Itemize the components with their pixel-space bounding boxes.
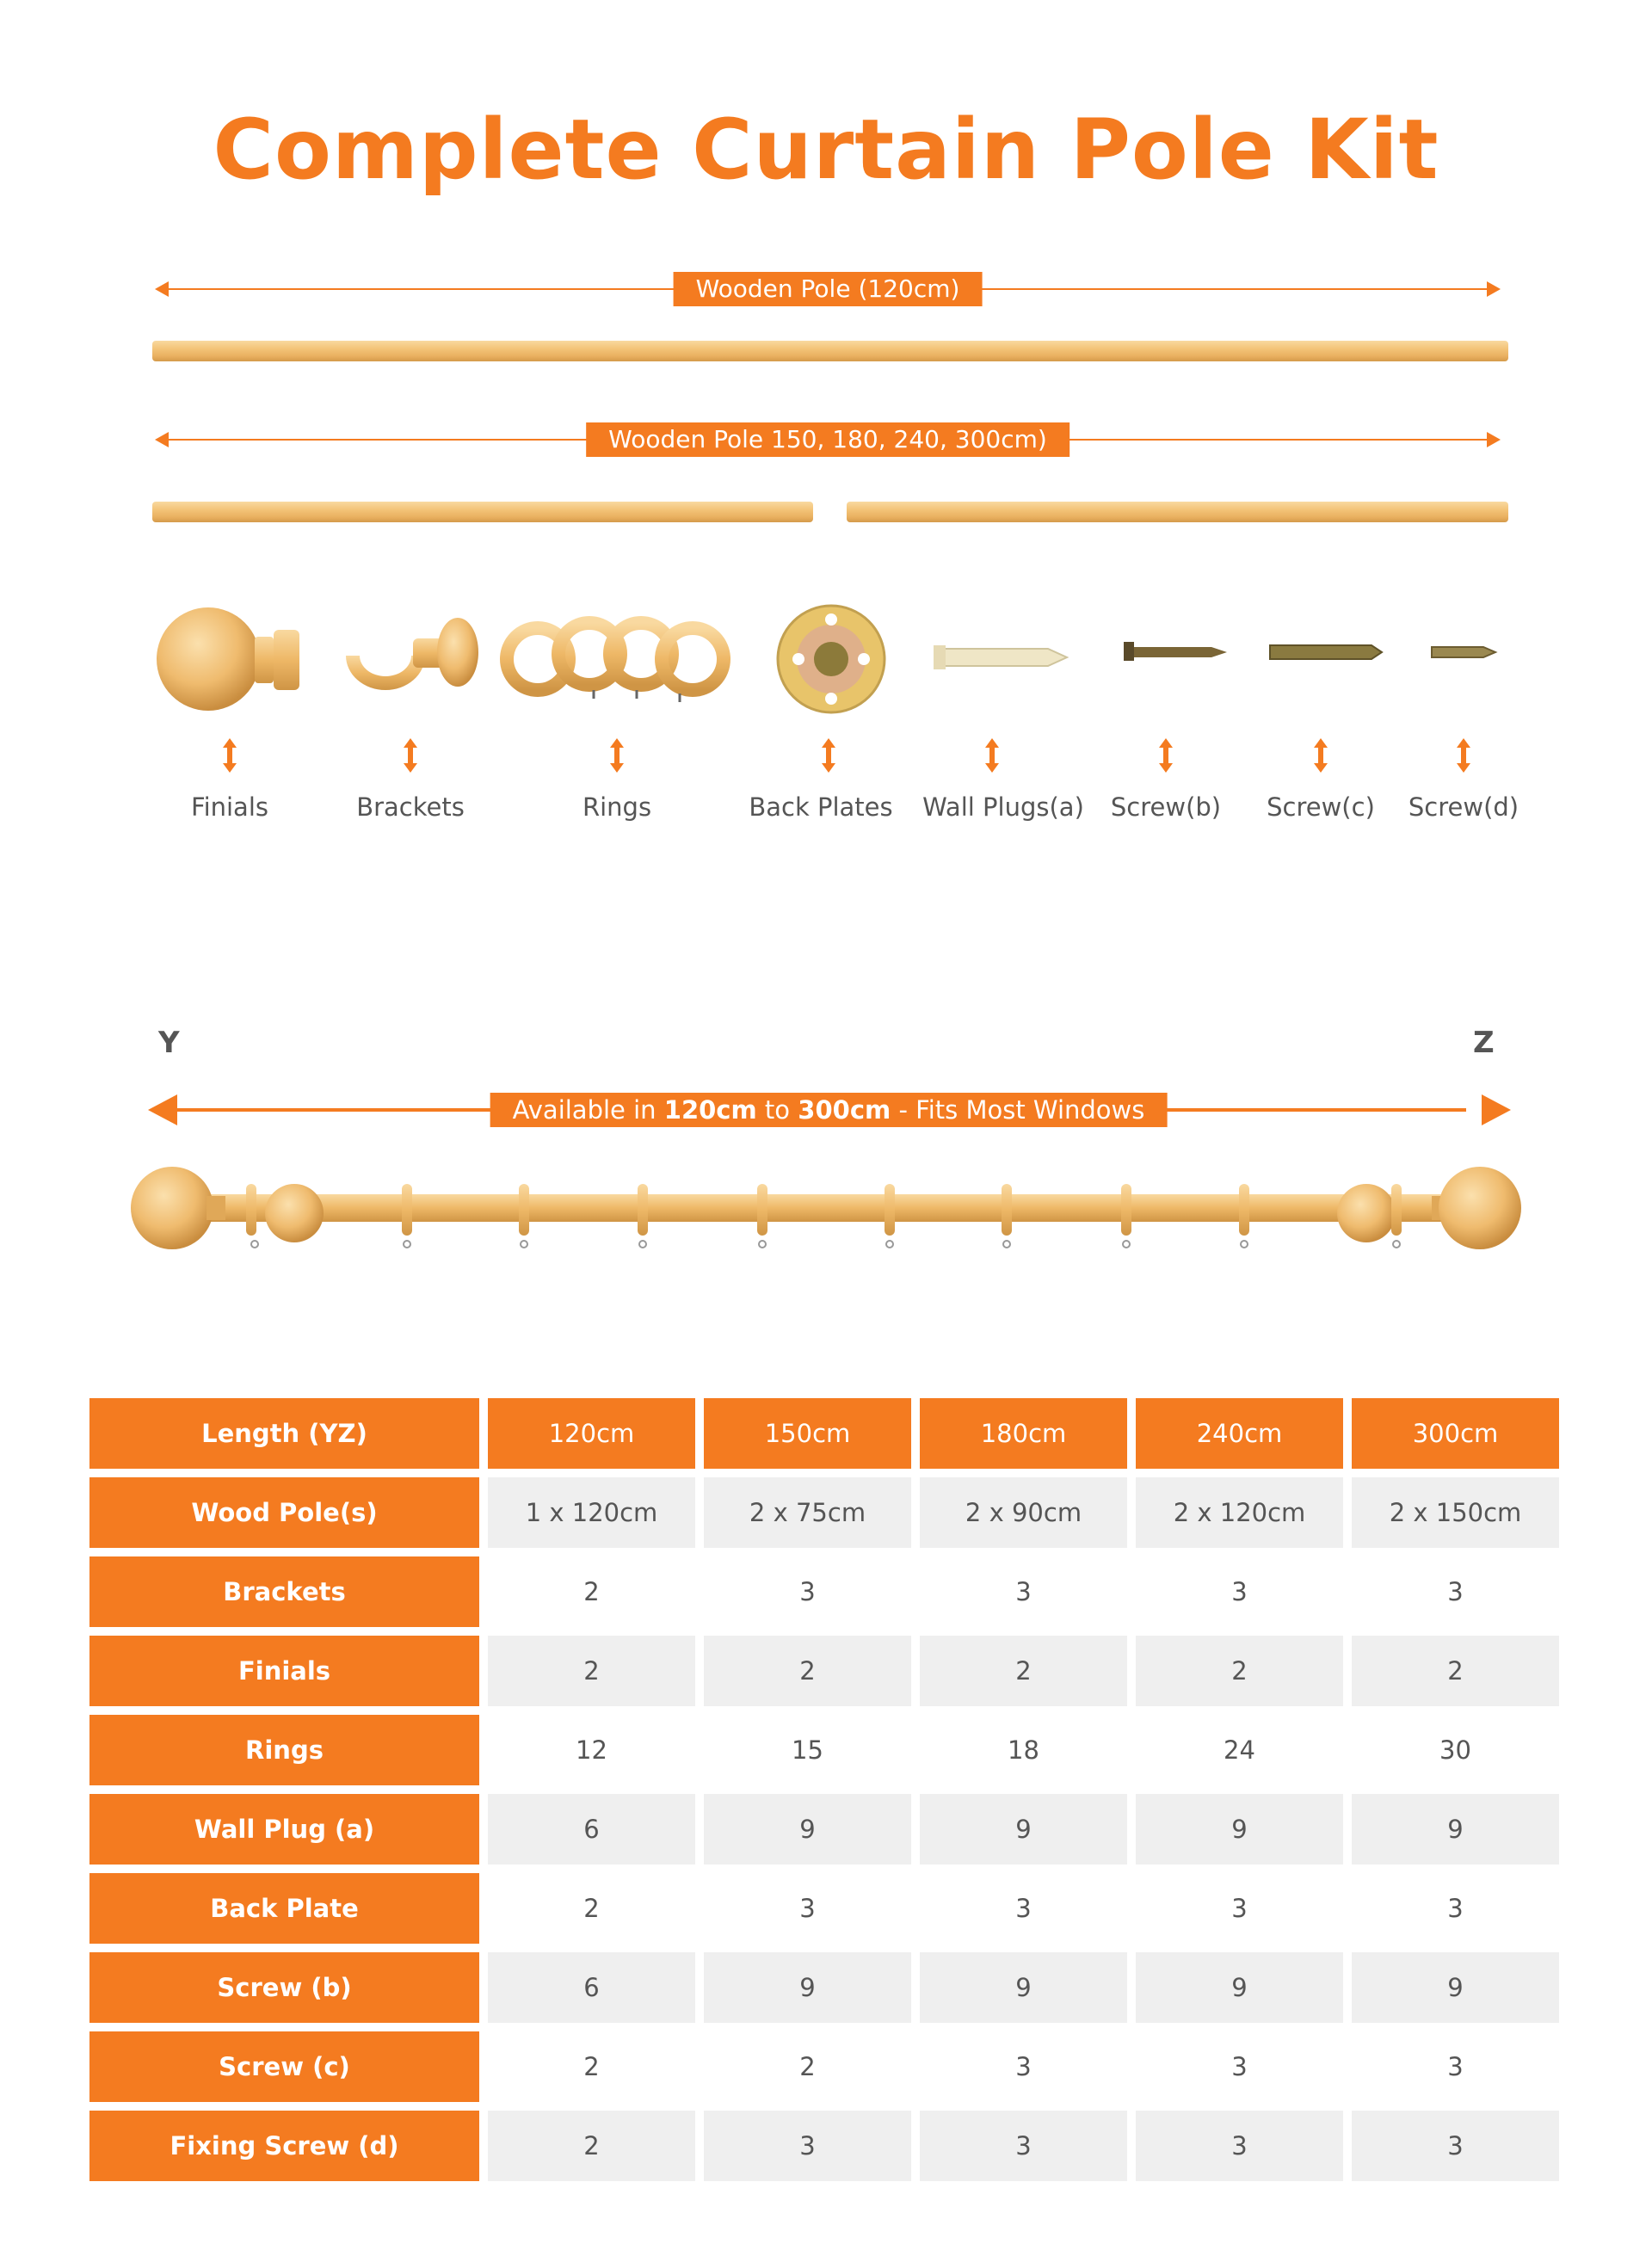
screw-b-icon	[1124, 642, 1227, 661]
row-header: Fixing Screw (d)	[89, 2111, 479, 2181]
part-label-screw-d: Screw(d)	[1408, 792, 1519, 822]
table-row	[89, 1636, 1559, 1706]
table-cell: 3	[920, 2031, 1127, 2102]
table-cell: 9	[1352, 1952, 1559, 2023]
column-header: 180cm	[920, 1398, 1127, 1469]
row-header: Back Plate	[89, 1873, 479, 1944]
table-cell: 3	[1352, 1556, 1559, 1627]
table-cell: 9	[1136, 1952, 1343, 2023]
back-plate-icon	[778, 606, 885, 712]
screw-c-icon	[1270, 645, 1382, 659]
part-label-rings: Rings	[582, 792, 652, 822]
table-row	[89, 1715, 1559, 1785]
table-cell: 18	[920, 1715, 1127, 1785]
part-label-back-plates: Back Plates	[749, 792, 893, 822]
table-cell: 9	[704, 1794, 911, 1865]
row-header: Length (YZ)	[89, 1398, 479, 1469]
table-cell: 2	[704, 1636, 911, 1706]
updown-arrow-icon	[1456, 738, 1471, 773]
table-cell: 3	[704, 2111, 911, 2181]
column-header: 300cm	[1352, 1398, 1559, 1469]
column-header: 240cm	[1136, 1398, 1343, 1469]
table-cell: 3	[704, 1873, 911, 1944]
table-cell: 9	[1136, 1794, 1343, 1865]
table-cell: 2	[488, 1873, 695, 1944]
table-cell: 3	[1352, 1873, 1559, 1944]
updown-arrow-icon	[403, 738, 418, 773]
wooden-pole-single	[152, 341, 1508, 361]
table-cell: 24	[1136, 1715, 1343, 1785]
bracket-icon	[346, 618, 478, 690]
updown-arrow-icon	[1158, 738, 1174, 773]
table-cell: 9	[1352, 1794, 1559, 1865]
marker-y: Y	[158, 1026, 180, 1060]
table-cell: 2	[1136, 1636, 1343, 1706]
table-cell: 3	[1136, 1556, 1343, 1627]
table-row	[89, 2031, 1559, 2102]
column-header: 120cm	[488, 1398, 695, 1469]
table-header-row	[89, 1398, 1559, 1469]
table-cell: 3	[920, 1556, 1127, 1627]
part-label-finials: Finials	[190, 792, 269, 822]
column-header: 150cm	[704, 1398, 911, 1469]
row-header: Brackets	[89, 1556, 479, 1627]
updown-arrow-icon	[821, 738, 836, 773]
table-cell: 9	[704, 1952, 911, 2023]
part-label-wall-plugs: Wall Plugs(a)	[922, 792, 1084, 822]
row-header: Screw (b)	[89, 1952, 479, 2023]
table-row	[89, 1873, 1559, 1944]
table-row	[89, 1952, 1559, 2023]
row-header: Rings	[89, 1715, 479, 1785]
table-cell: 2 x 90cm	[920, 1477, 1127, 1548]
arrow-left-icon	[148, 1094, 177, 1125]
table-cell: 9	[920, 1794, 1127, 1865]
kit-contents-table	[81, 1390, 1568, 2190]
table-cell: 12	[488, 1715, 695, 1785]
arrow-right-icon	[1487, 281, 1501, 297]
arrow-left-icon	[155, 281, 169, 297]
arrow-right-icon	[1487, 432, 1501, 447]
table-row	[89, 1794, 1559, 1865]
pole-single-label: Wooden Pole (120cm)	[674, 272, 983, 306]
row-header: Finials	[89, 1636, 479, 1706]
table-cell: 15	[704, 1715, 911, 1785]
table-cell: 2	[704, 2031, 911, 2102]
finial-icon	[157, 607, 299, 711]
table-cell: 3	[920, 2111, 1127, 2181]
table-cell: 2	[1352, 1636, 1559, 1706]
table-cell: 6	[488, 1794, 695, 1865]
updown-arrow-icon	[984, 738, 1000, 773]
table-cell: 2	[488, 1636, 695, 1706]
table-cell: 30	[1352, 1715, 1559, 1785]
page-title: Complete Curtain Pole Kit	[213, 102, 1439, 198]
table-row	[89, 1477, 1559, 1548]
updown-arrow-icon	[222, 738, 237, 773]
arrow-left-icon	[155, 432, 169, 447]
table-cell: 2	[920, 1636, 1127, 1706]
table-cell: 3	[1136, 2031, 1343, 2102]
table-cell: 3	[1136, 1873, 1343, 1944]
table-cell: 3	[1352, 2111, 1559, 2181]
row-header: Wood Pole(s)	[89, 1477, 479, 1548]
table-cell: 6	[488, 1952, 695, 2023]
table-row	[89, 2111, 1559, 2181]
rings-icon	[507, 623, 724, 690]
table-cell: 1 x 120cm	[488, 1477, 695, 1548]
wooden-pole-half-right	[847, 502, 1508, 522]
arrow-right-icon	[1482, 1094, 1511, 1125]
marker-z: Z	[1473, 1026, 1495, 1060]
wall-plug-icon	[934, 645, 1067, 669]
table-row	[89, 1556, 1559, 1627]
table-cell: 3	[1136, 2111, 1343, 2181]
part-label-screw-b: Screw(b)	[1110, 792, 1222, 822]
wooden-pole-half-left	[152, 502, 813, 522]
table-cell: 2 x 120cm	[1136, 1477, 1343, 1548]
screw-d-icon	[1432, 647, 1495, 657]
part-label-screw-c: Screw(c)	[1267, 792, 1375, 822]
table-cell: 2 x 150cm	[1352, 1477, 1559, 1548]
table-cell: 2 x 75cm	[704, 1477, 911, 1548]
updown-arrow-icon	[609, 738, 625, 773]
availability-banner: Available in 120cm to 300cm - Fits Most Windows	[490, 1093, 1168, 1127]
pole-multi-label: Wooden Pole 150, 180, 240, 300cm)	[586, 422, 1069, 457]
table-cell: 9	[920, 1952, 1127, 2023]
table-cell: 3	[1352, 2031, 1559, 2102]
part-label-brackets: Brackets	[356, 792, 465, 822]
updown-arrow-icon	[1313, 738, 1328, 773]
table-cell: 3	[920, 1873, 1127, 1944]
table-cell: 2	[488, 1556, 695, 1627]
table-cell: 3	[704, 1556, 911, 1627]
table-cell: 2	[488, 2111, 695, 2181]
row-header: Screw (c)	[89, 2031, 479, 2102]
table-cell: 2	[488, 2031, 695, 2102]
assembled-pole-illustration	[0, 1153, 1652, 1273]
row-header: Wall Plug (a)	[89, 1794, 479, 1865]
parts-illustrations	[0, 585, 1652, 740]
